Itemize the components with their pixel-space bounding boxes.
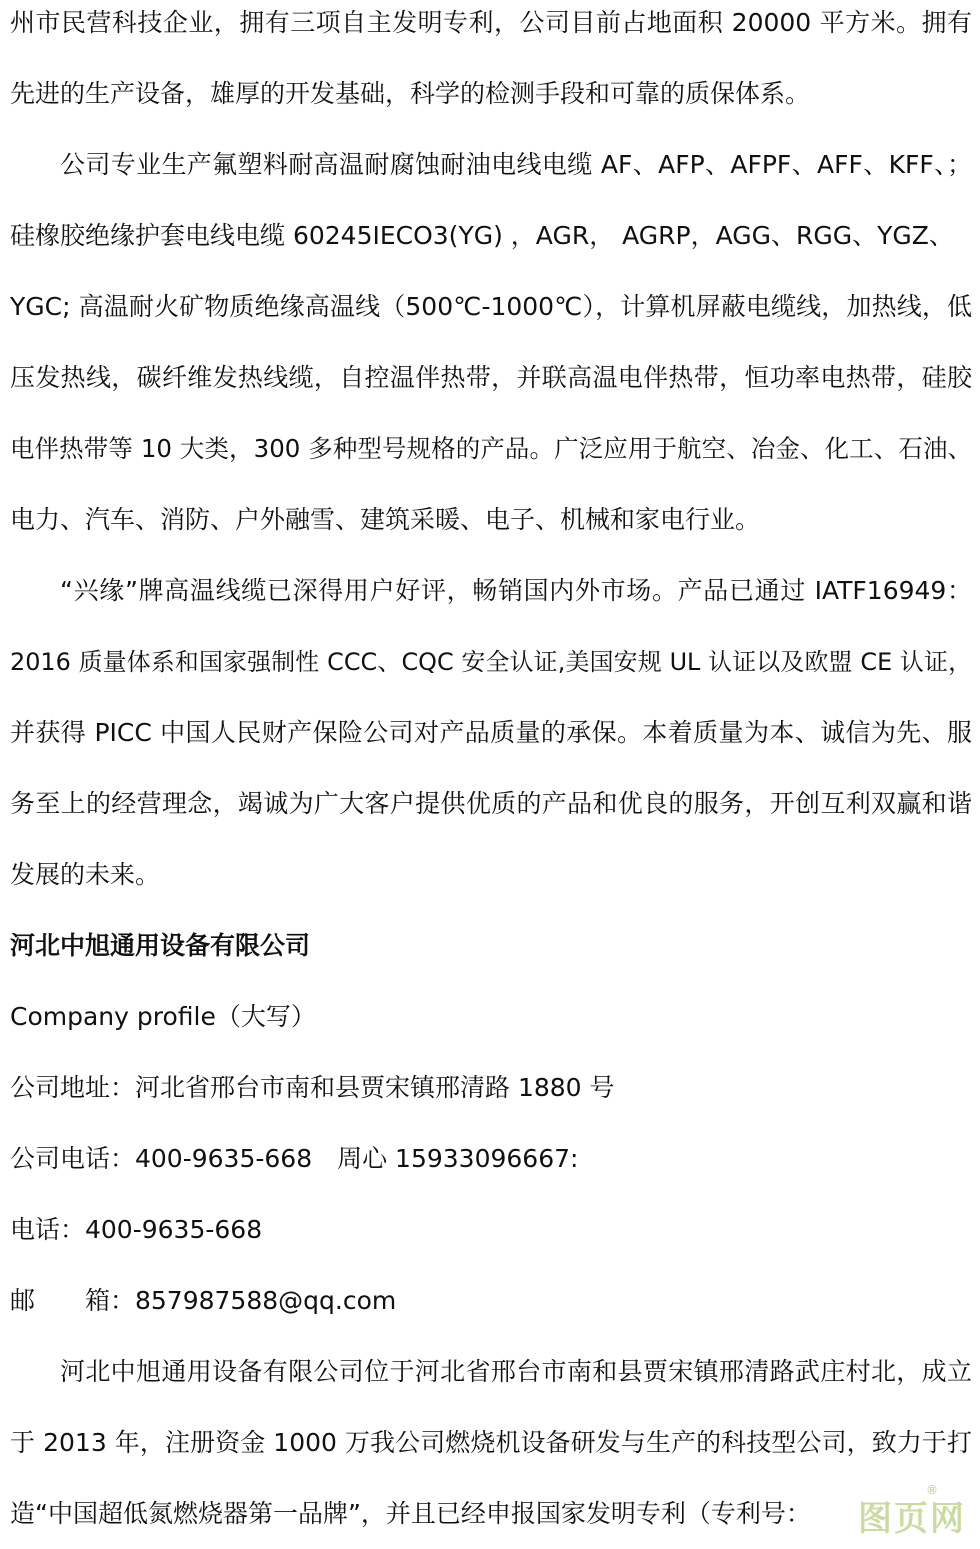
text-line: 并获得 PICC 中国人民财产保险公司对产品质量的承保。本着质量为本、诚信为先、服 bbox=[10, 718, 972, 747]
text-line: 公司专业生产氟塑料耐高温耐腐蚀耐油电线电缆 AF、AFP、AFPF、AFF、KFF、； bbox=[60, 150, 972, 179]
text-line: 造“中国超低氮燃烧器第一品牌”，并且已经申报国家发明专利（专利号： bbox=[10, 1499, 811, 1528]
text-line: 于 2013 年，注册资金 1000 万我公司燃烧机设备研发与生产的科技型公司，致力于打 bbox=[10, 1428, 972, 1457]
email: 邮 箱：857987588@qq.com bbox=[10, 1286, 397, 1315]
company-address: 公司地址：河北省邢台市南和县贾宋镇邢清路 1880 号 bbox=[10, 1073, 615, 1102]
watermark-text: 图页网 bbox=[858, 1499, 966, 1539]
text-line: 发展的未来。 bbox=[10, 860, 161, 889]
text-line: 务至上的经营理念，竭诚为广大客户提供优质的产品和优良的服务，开创互利双赢和谐 bbox=[10, 789, 972, 818]
company-profile-label: Company profile（大写） bbox=[10, 1002, 316, 1031]
watermark-logo bbox=[856, 1483, 966, 1539]
company-phone: 公司电话：400-9635-668 周心 15933096667: bbox=[10, 1144, 579, 1173]
text-line: 电伴热带等 10 大类，300 多种型号规格的产品。广泛应用于航空、冶金、化工、石油、 bbox=[10, 434, 972, 463]
phone: 电话：400-9635-668 bbox=[10, 1215, 263, 1244]
text-line: 先进的生产设备，雄厚的开发基础，科学的检测手段和可靠的质保体系。 bbox=[10, 79, 811, 108]
text-line: YGC; 高温耐火矿物质绝缘高温线（500℃-1000℃），计算机屏蔽电缆线，加热线，低 bbox=[10, 292, 972, 321]
text-line: 电力、汽车、消防、户外融雪、建筑采暖、电子、机械和家电行业。 bbox=[10, 505, 761, 534]
text-line: 州市民营科技企业，拥有三项自主发明专利，公司目前占地面积 20000 平方米。拥有 bbox=[10, 8, 972, 37]
text-line: 河北中旭通用设备有限公司位于河北省邢台市南和县贾宋镇邢清路武庄村北，成立 bbox=[60, 1357, 972, 1386]
company-heading: 河北中旭通用设备有限公司 bbox=[10, 931, 311, 960]
text-line: 2016 质量体系和国家强制性 CCC、CQC 安全认证,美国安规 UL 认证以及欧盟 CE 认证， bbox=[10, 648, 972, 676]
text-line: 硅橡胶绝缘护套电线电缆 60245IECO3(YG) ，AGR， AGRP，AGG、RGG、YGZ、 bbox=[10, 221, 954, 250]
text-line: “兴缘”牌高温线缆已深得用户好评，畅销国内外市场。产品已通过 IATF16949： bbox=[60, 576, 972, 605]
registered-mark: ® bbox=[926, 1483, 938, 1497]
text-line: 压发热线，碳纤维发热线缆，自控温伴热带，并联高温电伴热带，恒功率电热带，硅胶 bbox=[10, 363, 972, 392]
